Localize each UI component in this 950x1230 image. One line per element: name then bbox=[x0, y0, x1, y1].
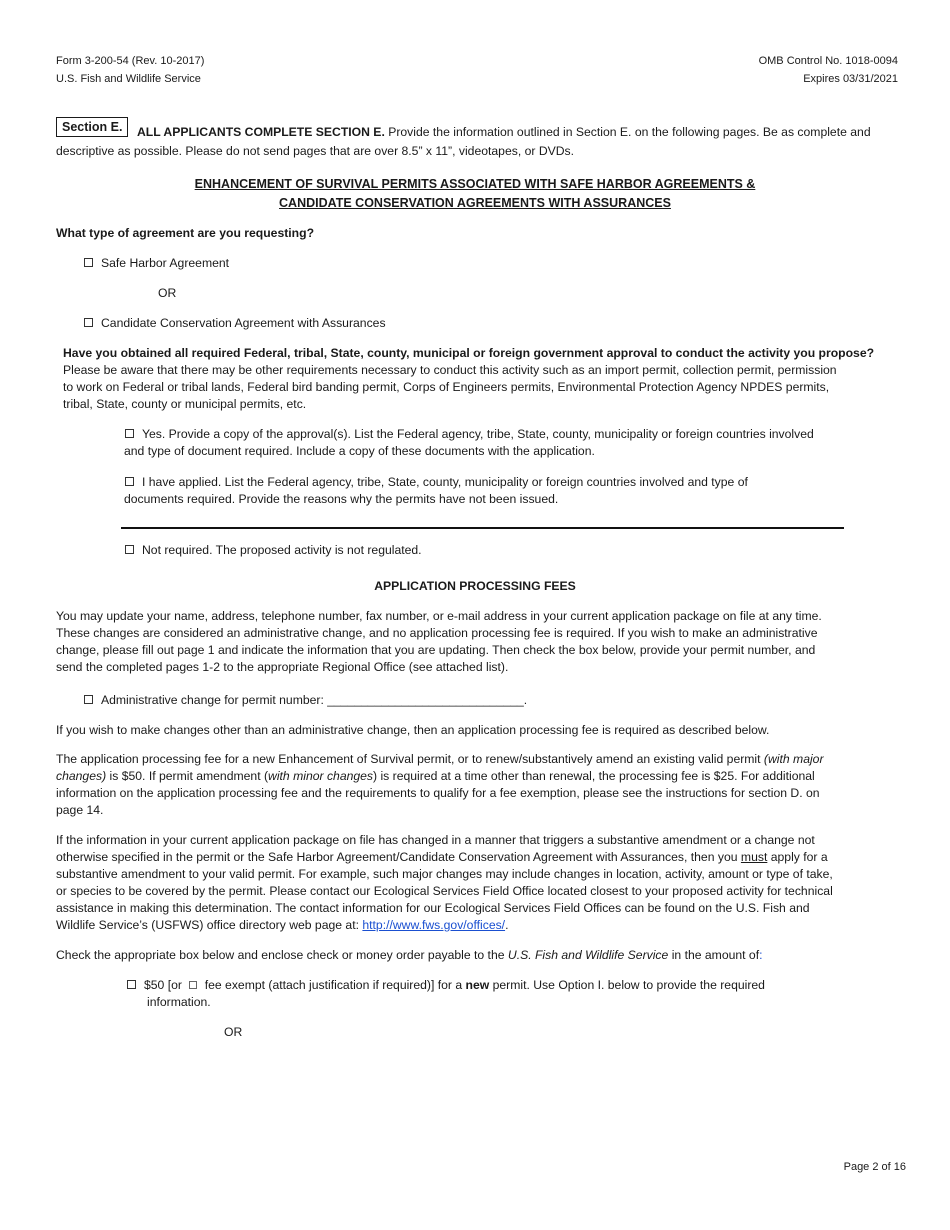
approval-option-not-required[interactable] bbox=[125, 542, 422, 559]
approval-option-yes[interactable] bbox=[125, 426, 814, 443]
fees-p4-line6 bbox=[56, 917, 508, 934]
fees-heading: APPLICATION PROCESSING FEES bbox=[374, 579, 576, 593]
option-label: Safe Harbor Agreement bbox=[101, 256, 230, 270]
checkbox[interactable] bbox=[125, 545, 134, 554]
fees-p1-line2: These changes are considered an administrative change, and no application processing fee is required. If you wish to make an administrative bbox=[56, 626, 818, 640]
checkbox[interactable] bbox=[84, 258, 93, 267]
option-label: Not required. The proposed activity is not regulated. bbox=[142, 543, 422, 557]
text-italic: with minor changes bbox=[268, 769, 374, 783]
text: Wildlife Service’s (USFWS) office directory web page at: bbox=[56, 918, 363, 932]
checkbox[interactable] bbox=[127, 980, 136, 989]
text-bold: new bbox=[465, 978, 490, 992]
fees-p4-line5: assistance in making this determination. The contact information for our Ecological Services Field Offices can be found on the U.S. Fish and bbox=[56, 901, 810, 915]
form-number: Form 3-200-54 (Rev. 10-2017) bbox=[56, 55, 205, 67]
page-title-line2: CANDIDATE CONSERVATION AGREEMENTS WITH ASSURANCES bbox=[279, 196, 671, 210]
agreement-option-cca[interactable] bbox=[84, 315, 386, 332]
page-title-line1: ENHANCEMENT OF SURVIVAL PERMITS ASSOCIATED WITH SAFE HARBOR AGREEMENTS & bbox=[194, 177, 756, 191]
page-number: Page 2 of 16 bbox=[843, 1161, 906, 1173]
option-label: Candidate Conservation Agreement with Assurances bbox=[101, 316, 386, 330]
text: otherwise specified in the permit or the Safe Harbor Agreement/Candidate Conservation Agreement with Assurances, then you bbox=[56, 850, 741, 864]
text: fee exempt (attach justification if required)] for a bbox=[201, 978, 466, 992]
fees-p4-line1: If the information in your current application package on file has changed in a manner that triggers a substantive amendment or a change not bbox=[56, 833, 815, 847]
text: The application processing fee for a new Enhancement of Survival permit, or to renew/substantively amend an existing valid permit bbox=[56, 752, 764, 766]
text: ) is required at a time other than renewal, the processing fee is $25. For additional bbox=[373, 769, 815, 783]
agency-name: U.S. Fish and Wildlife Service bbox=[56, 73, 201, 85]
section-lead: ALL APPLICANTS COMPLETE SECTION E. bbox=[137, 125, 385, 139]
text-italic: U.S. Fish and Wildlife Service bbox=[507, 948, 669, 962]
agreement-option-safe-harbor[interactable] bbox=[84, 255, 229, 272]
fees-p4-line2 bbox=[56, 849, 828, 866]
text-underlined: must bbox=[740, 850, 768, 864]
option-label: Yes. Provide a copy of the approval(s). List the Federal agency, tribe, State, county, municipality or foreign countries involved bbox=[142, 427, 814, 441]
checkbox[interactable] bbox=[84, 318, 93, 327]
fees-p1-line1: You may update your name, address, telephone number, fax number, or e-mail address in your current application package on file at any time. bbox=[56, 609, 822, 623]
fees-p1-line3: change, please fill out page 1 and indicate the information that you are updating. Then check the box below, provide your permit number, and bbox=[56, 643, 816, 657]
fee-exempt-checkbox[interactable] bbox=[189, 981, 197, 989]
approval-question: Have you obtained all required Federal, tribal, State, county, municipal or foreign government approval to conduct the activity you propose? bbox=[63, 346, 875, 360]
approval-text-3: tribal, State, county or municipal permits, etc. bbox=[63, 397, 307, 411]
text: is $50. If permit amendment ( bbox=[106, 769, 269, 783]
approval-option-applied[interactable] bbox=[125, 474, 748, 491]
text: : bbox=[759, 948, 763, 962]
text: in the amount of bbox=[668, 948, 760, 962]
text: $50 [or bbox=[144, 978, 186, 992]
fees-p3-line2 bbox=[56, 768, 815, 785]
checkbox[interactable] bbox=[125, 477, 134, 486]
fees-p4-line3: substantive amendment to your valid permit. For example, such major changes may include changes in location, activity, amount or type of take, bbox=[56, 867, 833, 881]
admin-change-option[interactable] bbox=[84, 692, 527, 709]
section-intro-text: Provide the information outlined in Section E. on the following pages. Be as complete and bbox=[384, 125, 871, 139]
section-intro bbox=[137, 124, 897, 141]
fees-p3-line4: page 14. bbox=[56, 803, 104, 817]
text: . bbox=[505, 918, 509, 932]
checkbox[interactable] bbox=[125, 429, 134, 438]
option-label: I have applied. List the Federal agency, tribe, State, county, municipality or foreign countries involved and type of bbox=[142, 475, 748, 489]
fees-p3-line1 bbox=[56, 751, 824, 768]
check-instructions bbox=[56, 947, 763, 964]
approval-yes-line2: and type of document required. Include a copy of these documents with the application. bbox=[124, 444, 595, 458]
fee-option-new-permit-line2: information. bbox=[147, 995, 211, 1009]
section-intro-line2: descriptive as possible. Please do not send pages that are over 8.5” x 11”, videotapes, or DVDs. bbox=[56, 144, 575, 158]
fee-option-new-permit[interactable] bbox=[127, 977, 765, 994]
admin-change-label: Administrative change for permit number: _____________________________. bbox=[101, 693, 528, 707]
approval-applied-line2: documents required. Provide the reasons why the permits have not been issued. bbox=[124, 492, 559, 506]
offices-link[interactable]: http://www.fws.gov/offices/ bbox=[362, 918, 506, 932]
or-separator: OR bbox=[224, 1025, 243, 1039]
expiration-date: Expires 03/31/2021 bbox=[803, 73, 898, 85]
fees-p2: If you wish to make changes other than an administrative change, then an application processing fee is required as described below. bbox=[56, 723, 770, 737]
fees-p4-line4: or species to be covered by the permit. Please contact our Ecological Services Field Office located closest to your proposed activity for technical bbox=[56, 884, 833, 898]
approval-text-1: Please be aware that there may be other requirements necessary to conduct this activity such as an import permit, collection permit, permission bbox=[63, 363, 837, 377]
agreement-question: What type of agreement are you requesting? bbox=[56, 226, 315, 240]
text-italic: (with major bbox=[763, 752, 824, 766]
omb-control-number: OMB Control No. 1018-0094 bbox=[758, 55, 898, 67]
answer-line[interactable] bbox=[121, 527, 844, 529]
text: apply for a bbox=[767, 850, 828, 864]
text: Check the appropriate box below and enclose check or money order payable to the bbox=[56, 948, 508, 962]
fees-p1-line4: send the completed pages 1-2 to the appropriate Regional Office (see attached list). bbox=[56, 660, 509, 674]
text-italic: changes) bbox=[56, 769, 107, 783]
section-label: Section E. bbox=[56, 117, 128, 137]
checkbox[interactable] bbox=[84, 695, 93, 704]
approval-text-2: to work on Federal or tribal lands, Federal bird banding permit, Corps of Engineers permits, Environmental Protection Agency NPDES permits, bbox=[63, 380, 830, 394]
or-separator: OR bbox=[158, 286, 177, 300]
text: permit. Use Option I. below to provide the required bbox=[489, 978, 765, 992]
fees-p3-line3: information on the application processing fee and the requirements to qualify for a fee exemption, please see the instructions for section D. on bbox=[56, 786, 820, 800]
